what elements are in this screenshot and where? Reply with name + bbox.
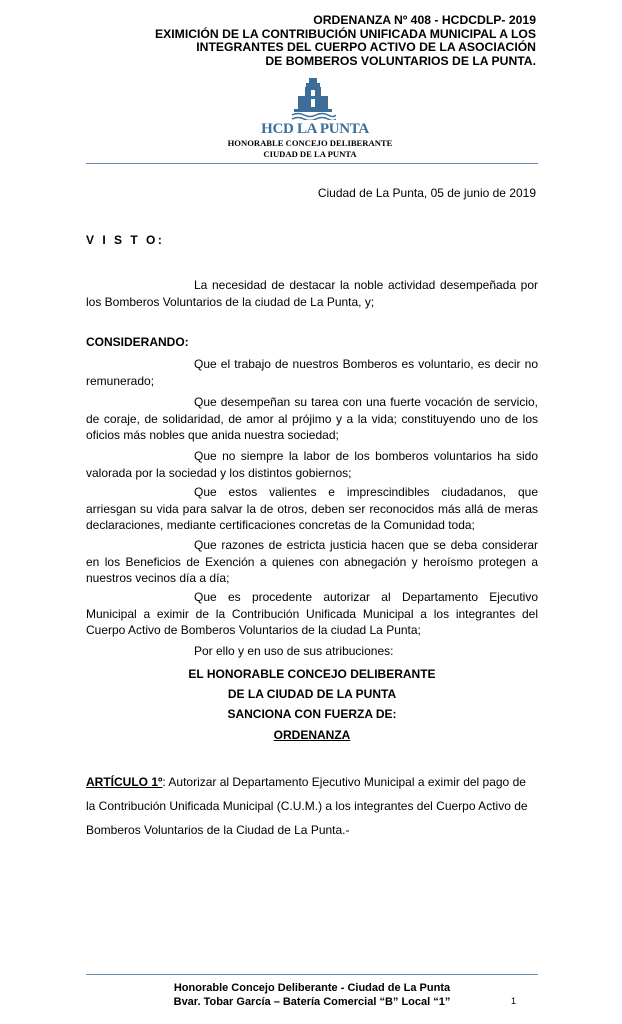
institution-line2: CIUDAD DE LA PUNTA bbox=[263, 149, 357, 159]
articulo-1-text: : Autorizar al Departamento Ejecutivo Municipal a eximir del pago de la Contribución Unificada Municipal (C.U.M.) a los integrantes del Cuerpo Activo de Bomberos Voluntarios de la Ciudad de La Punta.- bbox=[86, 775, 528, 837]
ordinance-title-line1: EXIMICIÓN DE LA CONTRIBUCIÓN UNIFICADA MUNICIPAL A LOS bbox=[155, 26, 536, 41]
ordinance-title-line3: DE BOMBEROS VOLUNTARIOS DE LA PUNTA. bbox=[265, 53, 536, 68]
considerando-paragraph-1: Que el trabajo de nuestros Bomberos es voluntario, es decir no remunerado; bbox=[86, 357, 538, 388]
institution-line1: HONORABLE CONCEJO DELIBERANTE bbox=[227, 138, 393, 148]
considerando-heading: CONSIDERANDO: bbox=[86, 335, 189, 349]
considerando-paragraph-3: Que no siempre la labor de los bomberos voluntarios ha sido valorada por la sociedad y los distintos gobiernos; bbox=[86, 449, 538, 480]
ordenanza-title: ORDENANZA bbox=[273, 728, 351, 742]
considerando-paragraph-7: Por ello y en uso de sus atribuciones: bbox=[194, 644, 394, 658]
visto-heading: V I S T O: bbox=[86, 233, 165, 247]
tower-logo-icon bbox=[290, 76, 336, 120]
document-date: Ciudad de La Punta, 05 de junio de 2019 bbox=[317, 186, 536, 200]
page-number: 1 bbox=[511, 996, 517, 1006]
ordinance-title-line2: INTEGRANTES DEL CUERPO ACTIVO DE LA ASOCIACIÓN bbox=[196, 40, 536, 55]
brand-name: HCD LA PUNTA bbox=[261, 121, 369, 137]
ordinance-number: ORDENANZA Nº 408 - HCDCDLP- 2019 bbox=[313, 13, 536, 27]
sanciona-line-3: SANCIONA CON FUERZA DE: bbox=[227, 707, 397, 721]
visto-paragraph bbox=[86, 277, 538, 310]
footer-line-2: Bvar. Tobar García – Batería Comercial “B” Local “1” bbox=[173, 996, 451, 1008]
considerando-paragraph-2: Que desempeñan su tarea con una fuerte vocación de servicio, de coraje, de solidaridad, de amor al prójimo y a la vida; constituyendo uno de los oficios más nobles que anida nuestra sociedad; bbox=[86, 395, 538, 442]
articulo-1 bbox=[86, 770, 538, 842]
footer-divider bbox=[86, 974, 538, 975]
considerando-paragraph-4: Que estos valientes e imprescindibles ciudadanos, que arriesgan su vida para salvar la de otros, deben ser reconocidos más allá de meras declaraciones, mediante certificaciones concretas de la Comunidad toda; bbox=[86, 485, 538, 532]
visto-text: La necesidad de destacar la noble actividad desempeñada por los Bomberos Voluntarios de la ciudad de La Punta, y; bbox=[86, 278, 538, 309]
considerando-paragraph-5: Que razones de estricta justicia hacen que se deba considerar en los Beneficios de Exención a quienes con abnegación y heroísmo protegen a nuestros vecinos día a día; bbox=[86, 538, 538, 585]
document-header bbox=[155, 14, 536, 68]
articulo-1-label: ARTÍCULO 1º bbox=[86, 775, 163, 789]
considerando-paragraph-6: Que es procedente autorizar al Departamento Ejecutivo Municipal a eximir de la Contribución Unificada Municipal a los integrantes del Cuerpo Activo de Bomberos Voluntarios de la ciudad La Punta; bbox=[86, 590, 538, 637]
header-divider bbox=[86, 163, 538, 164]
footer-line-1: Honorable Concejo Deliberante - Ciudad de La Punta bbox=[173, 982, 451, 994]
institution-name bbox=[205, 138, 415, 160]
sanciona-line-2: DE LA CIUDAD DE LA PUNTA bbox=[227, 687, 397, 701]
sanciona-line-1: EL HONORABLE CONCEJO DELIBERANTE bbox=[188, 667, 436, 681]
